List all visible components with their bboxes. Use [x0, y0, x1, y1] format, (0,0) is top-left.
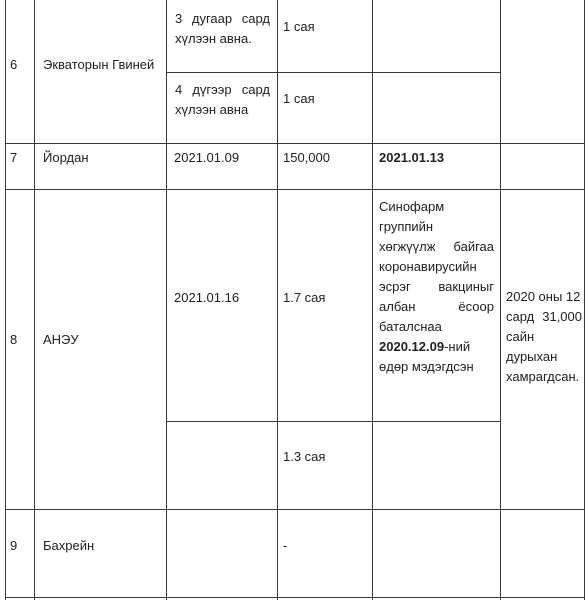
delivery-line: 3 дугаар сард	[175, 11, 270, 26]
note-line: өдөр мэдэгдсэн	[379, 359, 474, 374]
country-name: АНЭУ	[43, 332, 79, 347]
row-divider	[5, 597, 585, 598]
note-date-line	[379, 337, 494, 357]
amount-cell: 1.3 сая	[283, 449, 326, 464]
note-date-suffix: -ний	[444, 339, 471, 354]
delivery-text	[175, 80, 270, 120]
coverage-line: дурыхан	[506, 349, 558, 364]
amount-cell: 150,000	[283, 150, 330, 165]
column-divider	[277, 0, 278, 600]
row-divider	[5, 189, 585, 190]
coverage-line: 2020 оны 12	[506, 289, 581, 304]
date-cell: 2021.01.09	[174, 150, 240, 165]
row-divider	[166, 421, 500, 422]
country-name: Бахрейн	[43, 538, 95, 553]
country-name: Йордан	[43, 150, 89, 165]
amount-cell: -	[283, 538, 288, 553]
delivery-amount: 1 сая	[283, 19, 315, 34]
coverage-line: хамрагдсан.	[506, 369, 580, 384]
delivery-amount: 1 сая	[283, 91, 315, 106]
country-name: Экваторын Гвиней	[43, 57, 155, 72]
row-divider	[5, 143, 585, 144]
approval-note	[379, 197, 494, 377]
delivery-line: хүлээн авна	[175, 102, 249, 117]
table-border	[5, 0, 6, 600]
delivery-line: 4 дүгээр сард	[175, 82, 270, 97]
row-divider	[5, 509, 585, 510]
note-line: хөгжүүлж байгаа	[379, 239, 494, 254]
row-number: 9	[10, 538, 18, 553]
note-line: коронавирусийн	[379, 259, 477, 274]
coverage-note	[506, 287, 582, 387]
amount-cell: 1.7 сая	[283, 290, 326, 305]
date-cell: 2021.01.16	[174, 290, 240, 305]
note-line: Синофарм	[379, 199, 445, 214]
approval-date: 2021.01.13	[379, 150, 445, 165]
note-line: албан ёсоор	[379, 299, 494, 314]
note-line: группийн	[379, 219, 434, 234]
delivery-line: хүлээн авна.	[175, 31, 252, 46]
coverage-line: сайн	[506, 329, 535, 344]
column-divider	[500, 0, 501, 600]
note-line: баталснаа	[379, 319, 442, 334]
row-number: 8	[10, 332, 18, 347]
note-line: эсрэг вакциныг	[379, 279, 494, 294]
row-number: 7	[10, 150, 18, 165]
row-number: 6	[10, 57, 18, 72]
delivery-text	[175, 9, 270, 49]
note-date: 2020.12.09	[379, 339, 445, 354]
row-divider	[166, 72, 500, 73]
column-divider	[34, 0, 35, 600]
coverage-line: сард 31,000	[506, 309, 582, 324]
column-divider	[372, 0, 373, 600]
column-divider	[166, 0, 167, 600]
